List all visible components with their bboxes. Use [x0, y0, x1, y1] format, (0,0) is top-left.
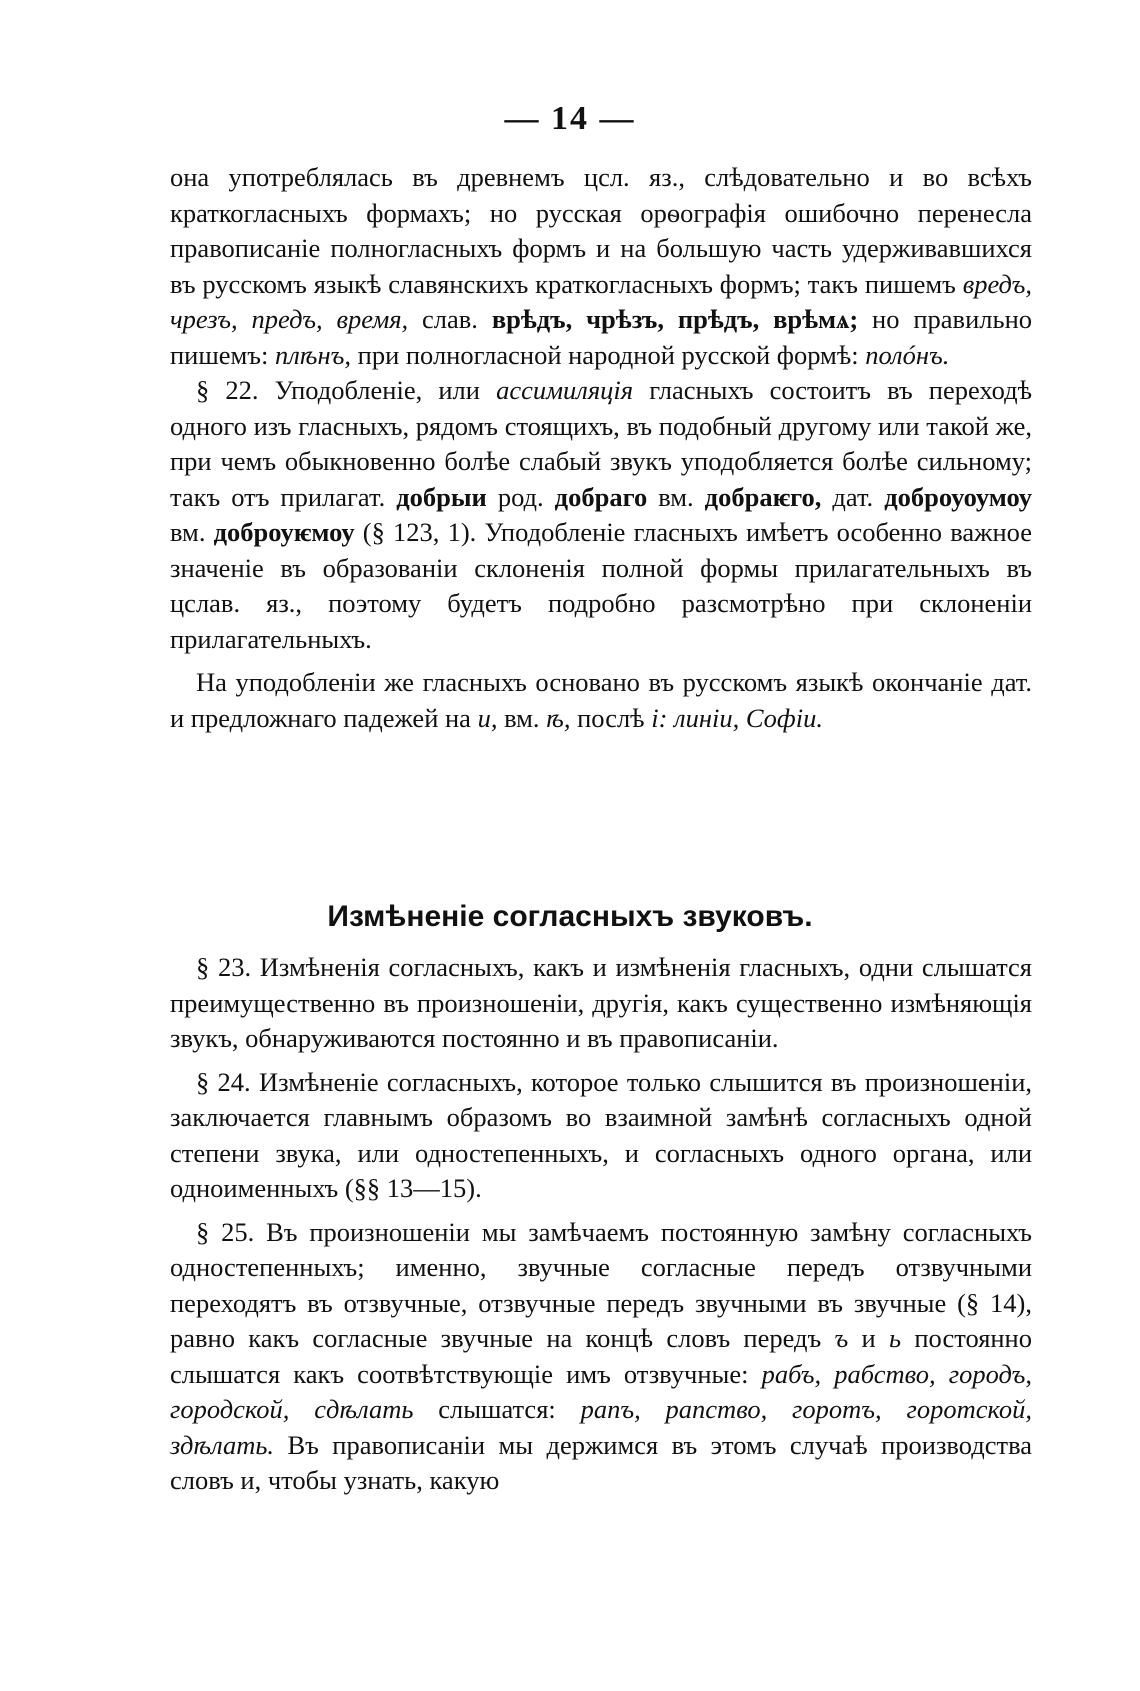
- text-run: слав.: [408, 304, 492, 334]
- text-run: § 24. Измѣненіе согласныхъ, которое только слышится въ произношеніи, заключается главнымъ образомъ во взаимной замѣнѣ согласныхъ одной степени звука, или одностепенныхъ, и согласныхъ одного органа, или одноименныхъ (§§ 13—15).: [170, 1066, 1032, 1203]
- text-run: і: линіи, Софіи.: [651, 702, 823, 733]
- paragraph: [170, 665, 1032, 736]
- text-run: § 22. Уподобленіе, или: [196, 375, 497, 405]
- text-run: плѣнъ,: [275, 339, 352, 370]
- text-run: ѣ,: [546, 702, 571, 733]
- text-run: добрыи: [396, 481, 487, 512]
- text-run: доброуѥмоу: [213, 517, 355, 547]
- text-run: добраѥго,: [704, 481, 822, 512]
- text-run: но правильно пишемъ:: [170, 304, 1032, 370]
- paragraph: [170, 950, 1032, 1057]
- text-run: и: [848, 1323, 890, 1353]
- text-run: вм.: [170, 517, 214, 547]
- text-run: дат.: [821, 481, 885, 512]
- text-run: рабъ, рабство, городъ, городской, сдѣлать: [170, 1358, 1032, 1424]
- text-run: полóнъ.: [865, 339, 950, 370]
- text-run: род.: [486, 481, 555, 512]
- text-run: постоянно слышатся какъ соотвѣтствующіе имъ отзвучные:: [170, 1323, 1032, 1389]
- section-heading: Измѣненіе согласныхъ звуковъ.: [327, 900, 813, 933]
- paragraph: [170, 1215, 1032, 1499]
- text-run: На уподобленіи же гласныхъ основано въ русскомъ языкѣ окончаніе дат. и предложнаго падежей на: [170, 667, 1032, 733]
- paragraph: [170, 373, 1032, 657]
- text-run: вм.: [497, 702, 547, 733]
- text-run: врѣдъ, чрѣзъ, прѣдъ, врѣмѧ;: [491, 304, 859, 334]
- text-run: и,: [477, 702, 498, 733]
- top-text-block: [170, 160, 1032, 736]
- text-run: гласныхъ состоитъ въ переходѣ одного изъ гласныхъ, рядомъ стоящихъ, въ подобный другому или такой же, при чемъ обыкновенно болѣе слабый звукъ уподобляется болѣе сильному; такъ отъ прилагат.: [170, 375, 1032, 512]
- text-run: вредъ, чрезъ, предъ, время,: [170, 268, 1032, 334]
- paragraph: [170, 160, 1032, 373]
- text-run: ь: [889, 1323, 902, 1353]
- paragraph: [170, 1065, 1032, 1207]
- text-run: ъ: [834, 1323, 849, 1353]
- bottom-text-block: [170, 950, 1032, 1499]
- text-run: (§ 123, 1). Уподобленіе гласныхъ имѣетъ особенно важное значеніе въ образованіи склоненія полной формы прилагательныхъ въ цслав. яз., поэтому будетъ подробно разсмотрѣно при склоненіи прилагательныхъ.: [170, 517, 1032, 654]
- text-run: добраго: [554, 481, 648, 512]
- text-run: рапъ, рапство, горотъ, горотской, здѣлать.: [170, 1394, 1032, 1460]
- text-run: ассимиляція: [496, 375, 634, 405]
- text-run: при полногласной народной русской формѣ:: [351, 339, 866, 370]
- text-run: Въ правописаніи мы держимся въ этомъ случаѣ производства словъ и, чтобы узнать, какую: [170, 1429, 1032, 1495]
- text-run: доброуоумоу: [884, 481, 1032, 512]
- text-run: она употреблялась въ древнемъ цсл. яз., слѣдовательно и во всѣхъ краткогласныхъ формахъ; но русская орѳографія ошибочно перенесла правописаніе полногласныхъ формъ и на большую часть удерживавшихся въ русскомъ языкѣ славянскихъ краткогласныхъ формъ; такъ пишемъ: [170, 162, 1032, 299]
- text-run: § 23. Измѣненія согласныхъ, какъ и измѣненія гласныхъ, одни слышатся преимущественно въ произношеніи, другія, какъ существенно измѣняющія звукъ, обнаруживаются постоянно и въ правописаніи.: [170, 952, 1032, 1053]
- page-number: — 14 —: [504, 100, 636, 137]
- text-run: послѣ: [570, 702, 652, 733]
- text-run: § 25. Въ произношеніи мы замѣчаемъ постоянную замѣну согласныхъ одностепенныхъ; именно, звучные согласные передъ отзвучными переходятъ въ отзвучные, отзвучные передъ звучными въ звучные (§ 14), равно какъ согласные звучные на концѣ словъ передъ: [170, 1216, 1032, 1353]
- text-run: вм.: [647, 481, 705, 512]
- text-run: слышатся:: [413, 1394, 581, 1424]
